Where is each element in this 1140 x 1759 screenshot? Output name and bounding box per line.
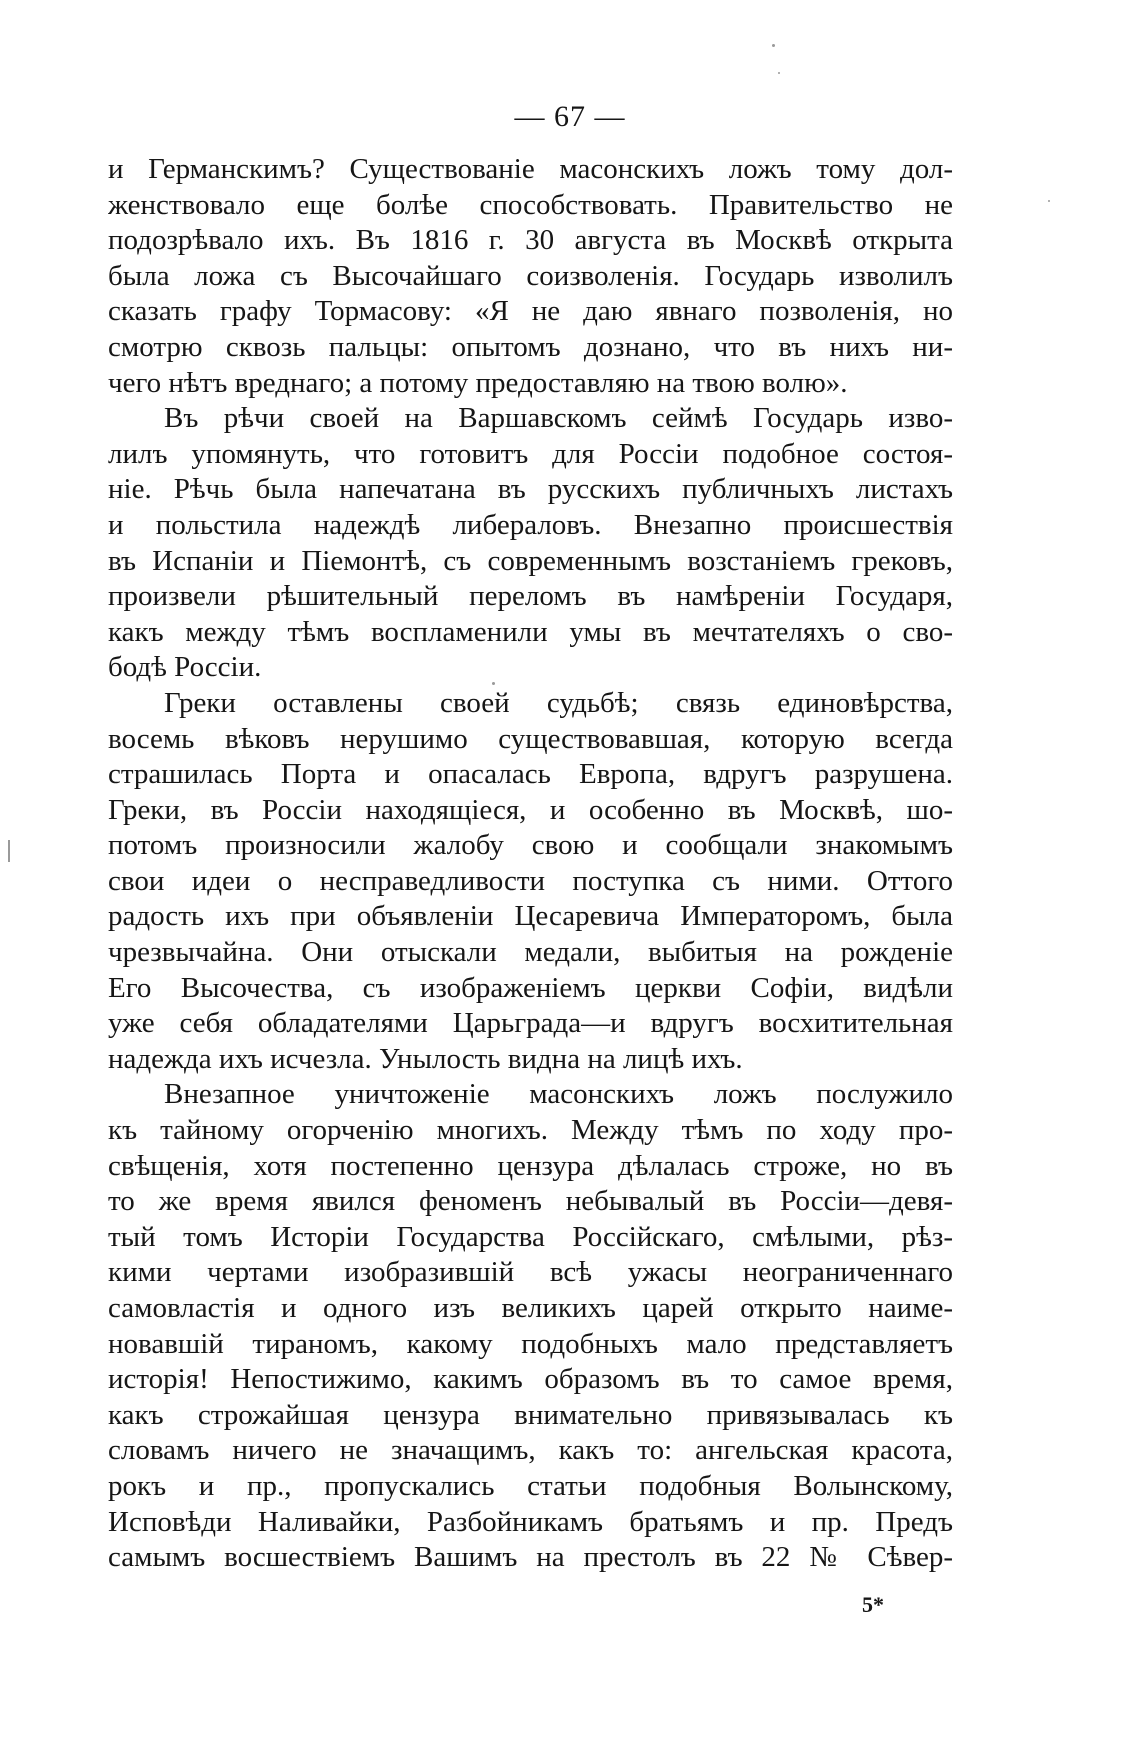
printer-signature-mark: 5* [862, 1592, 884, 1617]
text-line: ніе. Рѣчь была напечатана въ русскихъ публичныхъ листахъ [108, 473, 953, 506]
text-line: восемь вѣковъ нерушимо существовавшая, которую всегда [108, 722, 953, 755]
text-line: произвели рѣшительный переломъ въ намѣреніи Государя, [108, 580, 953, 613]
text-line: чрезвычайна. Они отыскали медали, выбитыя на рожденіе [108, 936, 953, 969]
scan-speck [772, 44, 775, 47]
text-line: и Германскимъ? Существованіе масонскихъ ложъ тому дол- [108, 153, 953, 185]
body-text [108, 152, 953, 1576]
text-line: къ тайному огорченію многихъ. Между тѣмъ по ходу про- [108, 1114, 953, 1147]
text-line: кими чертами изобразившій всѣ ужасы неограниченнаго [108, 1256, 953, 1289]
text-line: смотрю сквозь пальцы: опытомъ дознано, что въ нихъ ни- [108, 330, 953, 363]
text-line: словамъ ничего не значащимъ, какъ то: ангельская красота, [108, 1434, 953, 1467]
text-line: была ложа съ Высочайшаго соизволенія. Государь изволилъ [108, 259, 953, 292]
text-line: свѣщенія, хотя постепенно цензура дѣлалась строже, но въ [108, 1149, 953, 1182]
scan-speck [8, 840, 10, 862]
text-line: надежда ихъ исчезла. Унылость видна на лицѣ ихъ. [108, 1042, 743, 1075]
text-line: исторія! Непостижимо, какимъ образомъ въ то самое время, [108, 1363, 953, 1396]
text-line: и польстила надеждѣ либераловъ. Внезапно происшествія [108, 508, 953, 541]
text-line: самовластія и одного изъ великихъ царей открыто наиме- [108, 1292, 953, 1324]
text-line: тый томъ Исторіи Государства Россійскаго, смѣлыми, рѣз- [108, 1220, 953, 1253]
text-line: въ Испаніи и Піемонтѣ, съ современнымъ возстаніемъ грековъ, [108, 544, 953, 577]
text-line: Внезапное уничтоженіе масонскихъ ложъ послужило [164, 1078, 953, 1111]
text-line: свои идеи о несправедливости поступка съ ними. Оттого [108, 864, 953, 897]
text-line: страшилась Порта и опасалась Европа, вдругъ разрушена. [108, 758, 953, 791]
text-line: подозрѣвало ихъ. Въ 1816 г. 30 августа въ Москвѣ открыта [108, 224, 953, 257]
text-line: Его Высочества, съ изображеніемъ церкви Софіи, видѣли [108, 971, 953, 1004]
text-line: какъ строжайшая цензура внимательно привязывалась къ [108, 1398, 953, 1431]
text-line: Греки, въ Россіи находящіеся, и особенно въ Москвѣ, шо- [108, 793, 953, 826]
text-line: уже себя обладателями Царьграда—и вдругъ восхитительная [108, 1007, 953, 1040]
text-line: сказать графу Тормасову: «Я не даю явнаго позволенія, но [108, 295, 953, 328]
text-line: новавшій тираномъ, какому подобныхъ мало представляетъ [108, 1327, 953, 1360]
text-line: рокъ и пр., пропускались статьи подобныя Волынскому, [108, 1469, 953, 1502]
text-line: Въ рѣчи своей на Варшавскомъ сеймѣ Государь изво- [164, 402, 953, 435]
text-line: радость ихъ при объявленіи Цесаревича Императоромъ, была [108, 900, 953, 933]
page-number: — 67 — [514, 100, 626, 133]
text-line: бодѣ Россіи. [108, 651, 262, 684]
scan-speck [778, 72, 780, 74]
text-line: самымъ восшествіемъ Вашимъ на престолъ въ 22 № Сѣвер- [108, 1541, 953, 1574]
text-line: потомъ произносили жалобу свою и сообщали знакомымъ [108, 829, 953, 862]
text-line: лилъ упомянуть, что готовитъ для Россіи подобное состоя- [108, 437, 953, 470]
scan-speck [492, 682, 495, 685]
scan-speck [1048, 200, 1050, 202]
text-line: то же время явился феноменъ небывалый въ Россіи—девя- [108, 1185, 953, 1218]
text-line: женствовало еще болѣе способствовать. Правительство не [108, 188, 953, 221]
text-line: какъ между тѣмъ воспламенили умы въ мечтателяхъ о сво- [108, 615, 953, 648]
text-line: чего нѣтъ вреднаго; а потому предоставляю на твою волю». [108, 366, 848, 399]
text-line: Греки оставлены своей судьбѣ; связь единовѣрства, [164, 686, 953, 719]
text-line: Исповѣди Наливайки, Разбойникамъ братьямъ и пр. Предъ [108, 1505, 953, 1538]
